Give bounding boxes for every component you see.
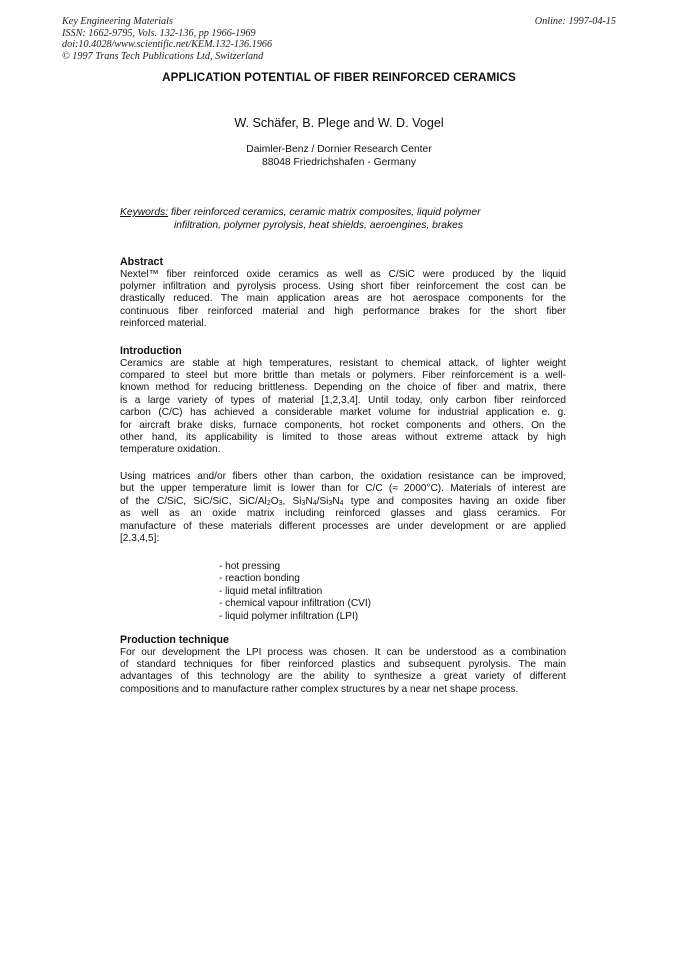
introduction-heading: Introduction [120,345,182,357]
list-item: - liquid polymer infiltration (LPI) [219,610,359,622]
intro-line: for aircraft brake disks, furnace components, hot rocket components and others. On the [120,419,566,431]
intro-line: known method for reducing brittleness. Depending on the choice of fiber and matrix, there [120,382,566,394]
intro-line: but the upper temperature limit is lower than for C/C (≈ 2000°C). Materials of interest are [120,483,566,495]
issn-line: ISSN: 1662-9795, Vols. 132-136, pp 1966-1969 [62,27,256,39]
list-item: - chemical vapour infiltration (CVI) [219,598,372,610]
keywords-line-2: infiltration, polymer pyrolysis, heat shields, aeroengines, brakes [174,220,464,231]
list-item: - reaction bonding [219,573,300,585]
abstract-line: reinforced material. [120,318,207,330]
abstract-line: continuous fiber reinforced material and high performance brakes for the short fiber [120,305,566,317]
keywords-line-1: fiber reinforced ceramics, ceramic matrix composites, liquid polymer [168,207,481,218]
production-line: of standard techniques for fiber reinforced plastics and subsequent pyrolysis. The main [120,659,566,670]
production-line: compositions and to manufacture rather complex structures by a near net shape process. [120,683,519,695]
list-item: - hot pressing [219,561,281,572]
intro-line: as well as an oxide matrix including reinforced glasses and glass ceramics. For [120,508,566,520]
online-date: Online: 1997-04-15 [534,16,616,27]
introduction-paragraph-2 [120,471,566,545]
affiliation-line-1: Daimler-Benz / Dornier Research Center [246,144,432,155]
copyright-line: © 1997 Trans Tech Publications Ltd, Switzerland [62,50,264,62]
intro-line: manufacture of these materials different processes are under development or are applied [120,520,566,532]
production-heading: Production technique [120,634,229,646]
intro-formula-line: of the C/SiC, SiC/SiC, SiC/$Al_2O_3$, $Si_3N_4/Si_3N_4$ type and composites having an oxide fiber [120,495,567,507]
intro-line: is a large variety of types of material [1,2,3,4]. Until today, only carbon fiber reinforced [120,394,566,406]
process-list [219,561,371,623]
authors: W. Schäfer, B. Plege and W. D. Vogel [234,116,444,130]
affiliation-line-2: 88048 Friedrichshafen - Germany [262,157,416,168]
intro-line: other hand, its applicability is limited to those areas without extreme attack by high [120,432,566,444]
journal-metadata [62,16,272,62]
abstract-heading: Abstract [120,256,163,268]
abstract-line: polymer infiltration and pyrolysis process. Using short fiber reinforcement the cost can be [120,281,566,292]
abstract-line: Nextel™ fiber reinforced oxide ceramics as well as C/SiC were produced by the liquid [120,268,566,280]
intro-line: Ceramics are stable at high temperatures, resistant to chemical attack, of lighter weight [120,357,566,369]
intro-line: temperature oxidation. [120,444,221,456]
intro-line: compared to steel but more brittle than metals or polymers. Fiber reinforcement is a well- [120,370,566,381]
journal-name: Key Engineering Materials [62,16,173,27]
doi-line: doi:10.4028/www.scientific.net/KEM.132-136.1966 [62,39,273,51]
list-item: - liquid metal infiltration [219,585,323,597]
production-line: advantages of this technology are the ability to synthesize a great variety of different [120,671,566,683]
production-line: For our development the LPI process was chosen. It can be understood as a combination [120,646,566,658]
intro-line: carbon (C/C) has achieved a considerable market volume for industrial application e. g. [120,407,566,419]
abstract-section [120,256,566,331]
abstract-line: drastically reduced. The main application areas are hot aerospace components for the [120,293,566,305]
keywords-label: Keywords: [120,207,169,218]
production-section [120,634,566,696]
intro-line: [2,3,4,5]: [120,533,160,545]
intro-line: Using matrices and/or fibers other than carbon, the oxidation resistance can be improved, [120,471,566,482]
introduction-section [120,345,566,457]
keywords [120,206,481,232]
paper-title: APPLICATION POTENTIAL OF FIBER REINFORCED CERAMICS [162,71,516,84]
affiliation [0,143,678,169]
